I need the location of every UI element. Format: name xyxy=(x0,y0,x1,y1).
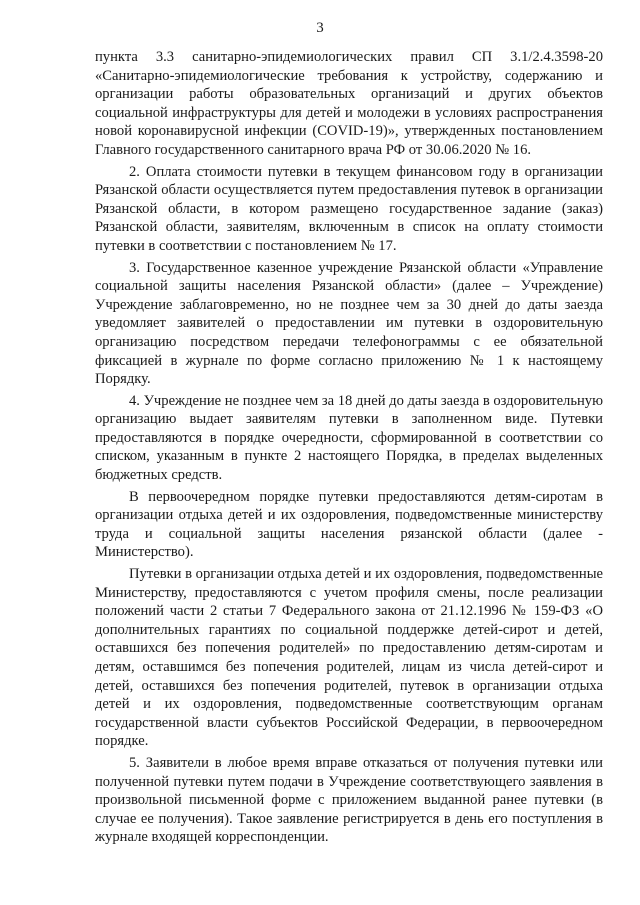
paragraph-item-3: 3. Государственное казенное учреждение Рязанской области «Управление социальной защиты населения Рязанской области» (далее – Учреждение) Учреждение заблаговременно, но не позднее чем за 30 дней до даты заезда уведомляет заявителей о предоставлении им путевки в оздоровительную организацию посредством передачи телефонограммы с ее обязательной фиксацией в журнале по форме согласно приложению № 1 к настоящему Порядку. xyxy=(95,259,603,388)
document-body xyxy=(95,48,603,850)
paragraph-item-2: 2. Оплата стоимости путевки в текущем финансовом году в организации Рязанской области осуществляется путем предоставления путевок в организации Рязанской области, в котором размещено государственное задание (заказ) Рязанской области, заявителям, включенным в список на оплату стоимости путевки в соответствии с постановлением № 17. xyxy=(95,163,603,254)
paragraph-item-5: 5. Заявители в любое время вправе отказаться от получения путевки или полученной путевки путем подачи в Учреждение соответствующего заявления в произвольной письменной форме с приложением выданной ранее путевки (в случае ее получения). Такое заявление регистрируется в день его поступления в журнале входящей корреспонденции. xyxy=(95,754,603,846)
paragraph-item-4: 4. Учреждение не позднее чем за 18 дней до даты заезда в оздоровительную организацию выдает заявителям путевки в заполненном виде. Путевки предоставляются в порядке очередности, сформированной в соответствии со списком, указанным в пункте 2 настоящего Порядка, в пределах выделенных бюджетных средств. xyxy=(95,392,603,484)
paragraph-sp-continuation: пункта 3.3 санитарно-эпидемиологических правил СП 3.1/2.4.3598-20 «Санитарно-эпидемиологические требования к устройству, содержанию и организации работы образовательных организаций и других объектов социальной инфраструктуры для детей и молодежи в условиях распространения новой коронавирусной инфекции (COVID-19)», утвержденных постановлением Главного государственного санитарного врача РФ от 30.06.2020 № 16. xyxy=(95,49,603,158)
paragraph-ministry-vouchers: Путевки в организации отдыха детей и их оздоровления, подведомственные Министерству, предоставляются с учетом профиля смены, после реализации положений части 2 статьи 7 Федерального закона от 21.12.1996 № 159-ФЗ «О дополнительных гарантиях по социальной поддержке детей-сирот и детей, оставшихся без попечения родителей» по предоставлению детям-сиротам и детям, оставшимся без попечения родителей, лицам из числа детей-сирот и детей, оставшихся без попечения родителей, путевок в организации отдыха детей и их оздоровления, подведомственные соответствующим органам государственной власти субъектов Российской Федерации, в первоочередном порядке. xyxy=(95,566,603,750)
paragraph-priority-orphans: В первоочередном порядке путевки предоставляются детям-сиротам в организации отдыха детей и их оздоровления, подведомственные министерству труда и социальной защиты населения рязанской области (далее - Министерство). xyxy=(95,488,603,561)
page-number: 3 xyxy=(316,20,324,36)
